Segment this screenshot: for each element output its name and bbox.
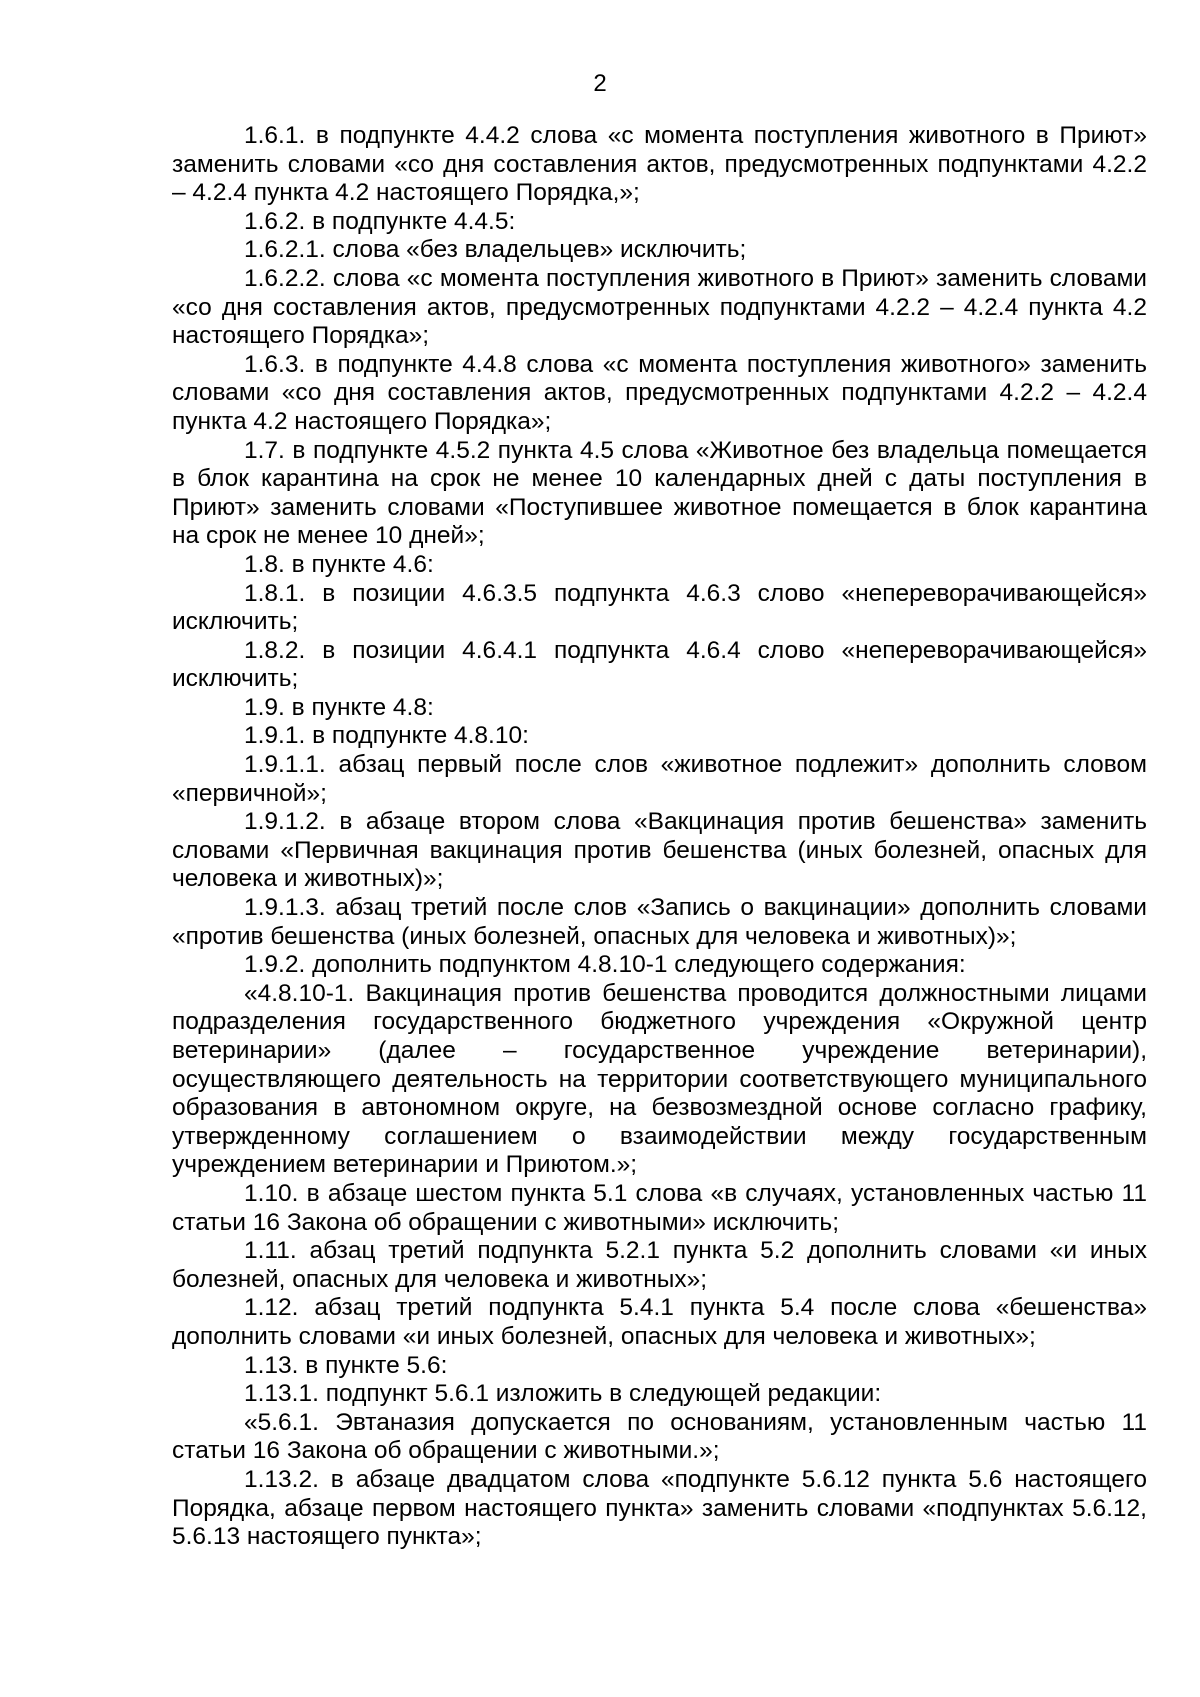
paragraph-1-12: 1.12. абзац третий подпункта 5.4.1 пункта 5.4 после слова «бешенства» дополнить словами «и иных болезней, опасных для человека и животных»;	[172, 1294, 1147, 1350]
paragraph-1-7: 1.7. в подпункте 4.5.2 пункта 4.5 слова «Животное без владельца помещается в блок карантина на срок не менее 10 календарных дней с даты поступления в Приют» заменить словами «Поступившее животное помещается в блок карантина на срок не менее 10 дней»;	[172, 436, 1147, 550]
paragraph-1-9-1-1: 1.9.1.1. абзац первый после слов «животное подлежит» дополнить словом «первичной»;	[172, 751, 1147, 807]
paragraph-1-6-3: 1.6.3. в подпункте 4.4.8 слова «с момента поступления животного» заменить словами «со дня составления актов, предусмотренных подпунктами 4.2.2 – 4.2.4 пункта 4.2 настоящего Порядка»;	[172, 350, 1147, 435]
paragraph-1-9-1-2: 1.9.1.2. в абзаце втором слова «Вакцинация против бешенства» заменить словами «Первичная вакцинация против бешенства (иных болезней, опасных для человека и животных)»;	[172, 808, 1147, 893]
paragraph-1-8: 1.8. в пункте 4.6:	[244, 550, 434, 578]
page-number: 2	[593, 70, 607, 97]
paragraph-1-8-1: 1.8.1. в позиции 4.6.3.5 подпункта 4.6.3 слово «непереворачивающейся» исключить;	[172, 579, 1147, 636]
paragraph-1-9-1: 1.9.1. в подпункте 4.8.10:	[244, 722, 529, 750]
paragraph-1-8-2: 1.8.2. в позиции 4.6.4.1 подпункта 4.6.4 слово «непереворачивающейся» исключить;	[172, 636, 1147, 693]
paragraph-1-10: 1.10. в абзаце шестом пункта 5.1 слова «в случаях, установленных частью 11 статьи 16 Закона об обращении с животными» исключить;	[172, 1179, 1147, 1236]
paragraph-4-8-10-1: «4.8.10-1. Вакцинация против бешенства проводится должностными лицами подразделения государственного бюджетного учреждения «Окружной центр ветеринарии» (далее – государственное учреждение ветеринарии), осуществляющего деятельность на территории соответствующего муниципального образования в автономном округе, на безвозмездной основе согласно графику, утвержденному соглашением о взаимодействии между государственным учреждением ветеринарии и Приютом.»;	[172, 979, 1147, 1179]
paragraph-1-9-2: 1.9.2. дополнить подпунктом 4.8.10-1 следующего содержания:	[244, 951, 966, 979]
paragraph-1-6-2-1: 1.6.2.1. слова «без владельцев» исключить;	[244, 236, 747, 264]
paragraph-1-13: 1.13. в пункте 5.6:	[244, 1351, 448, 1379]
paragraph-1-9: 1.9. в пункте 4.8:	[244, 693, 434, 721]
document-body	[172, 122, 1147, 1552]
paragraph-1-6-1: 1.6.1. в подпункте 4.4.2 слова «с момента поступления животного в Приют» заменить словами «со дня составления актов, предусмотренных подпунктами 4.2.2 – 4.2.4 пункта 4.2 настоящего Порядка,»;	[172, 122, 1147, 207]
paragraph-1-6-2: 1.6.2. в подпункте 4.4.5:	[244, 207, 516, 235]
paragraph-1-6-2-2: 1.6.2.2. слова «с момента поступления животного в Приют» заменить словами «со дня составления актов, предусмотренных подпунктами 4.2.2 – 4.2.4 пункта 4.2 настоящего Порядка»;	[172, 264, 1147, 350]
paragraph-1-13-1: 1.13.1. подпункт 5.6.1 изложить в следующей редакции:	[244, 1380, 882, 1408]
paragraph-1-11: 1.11. абзац третий подпункта 5.2.1 пункта 5.2 дополнить словами «и иных болезней, опасных для человека и животных»;	[172, 1237, 1147, 1293]
paragraph-5-6-1: «5.6.1. Эвтаназия допускается по основаниям, установленным частью 11 статьи 16 Закона об обращении с животными.»;	[172, 1408, 1147, 1465]
paragraph-1-13-2: 1.13.2. в абзаце двадцатом слова «подпункте 5.6.12 пункта 5.6 настоящего Порядка, абзаце первом настоящего пункта» заменить словами «подпунктах 5.6.12, 5.6.13 настоящего пункта»;	[172, 1465, 1147, 1551]
paragraph-1-9-1-3: 1.9.1.3. абзац третий после слов «Запись о вакцинации» дополнить словами «против бешенства (иных болезней, опасных для человека и животных)»;	[172, 894, 1147, 950]
